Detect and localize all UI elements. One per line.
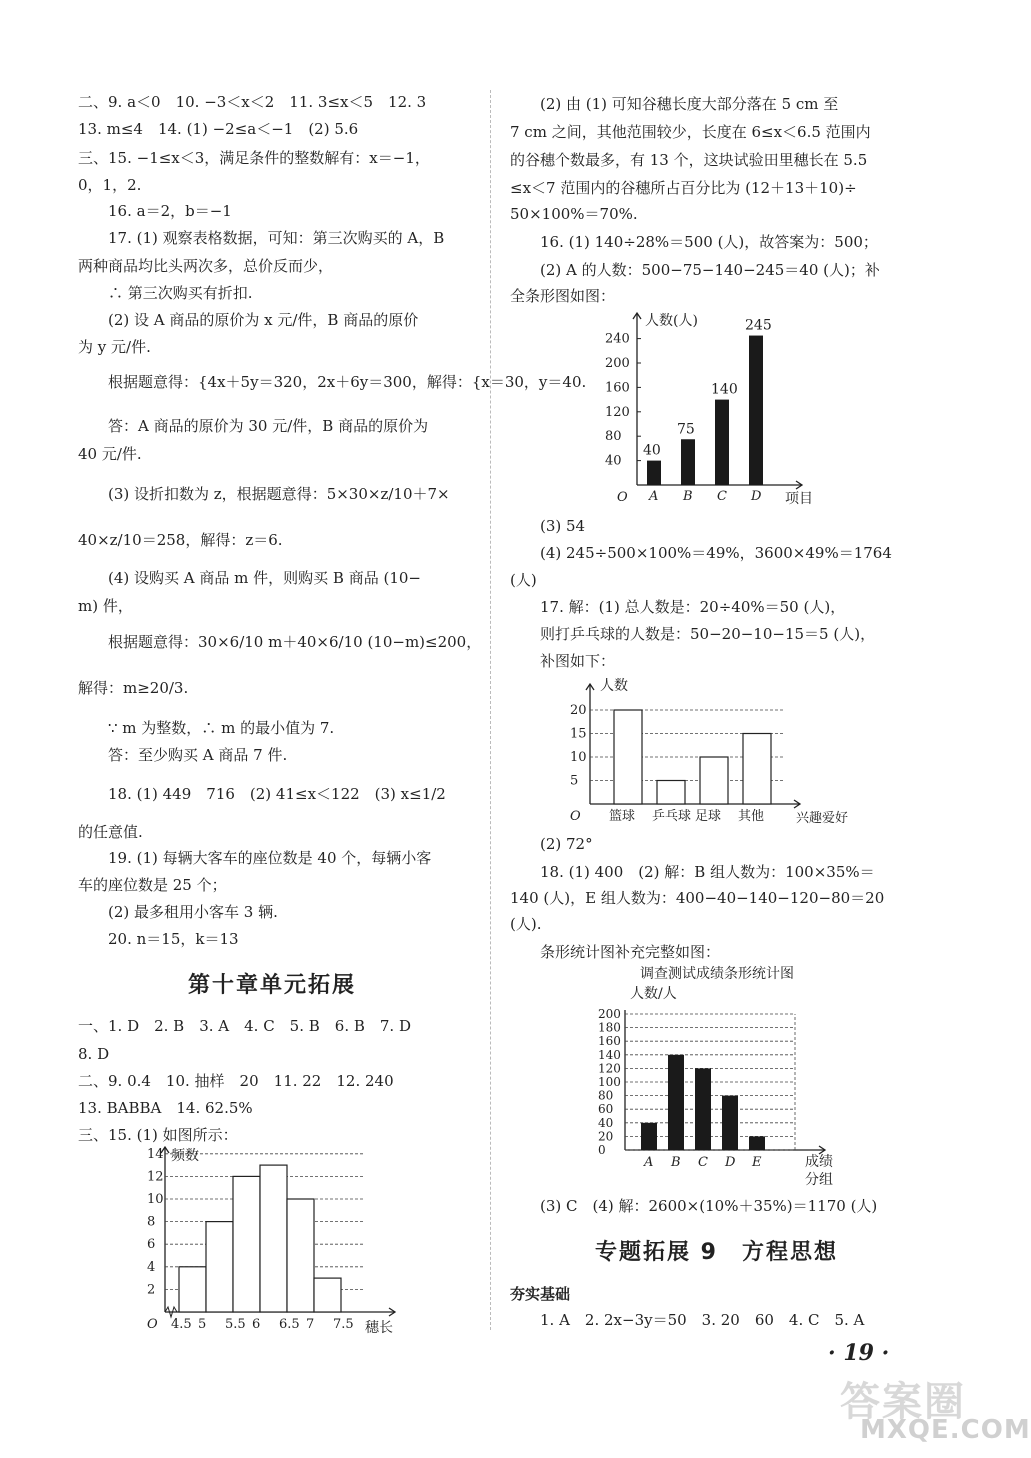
y-tick-label: 40 (598, 1115, 614, 1130)
bar (749, 336, 763, 485)
x-category-label: C (717, 489, 727, 504)
answer-line: 17. 解：(1) 总人数是：20÷40%＝50 (人)， (540, 598, 846, 616)
answer-line: 根据题意得：{4x＋5y＝320，2x＋6y＝300，解得：{x＝30，y＝40. (108, 373, 587, 391)
y-tick-label: 120 (605, 404, 630, 420)
answer-line: ∵ m 为整数，∴ m 的最小值为 7. (108, 719, 335, 737)
answer-line: 二、9. a＜0 10. −3＜x＜2 11. 3≤x＜5 12. 3 (78, 93, 427, 111)
bar-data-label: 40 (643, 442, 661, 459)
answer-line: 18. (1) 449 716 (2) 41≤x＜122 (3) x≤1/2 (108, 785, 446, 803)
histogram-bar (233, 1176, 260, 1312)
histogram-bar (314, 1278, 341, 1312)
answer-line: 17. (1) 观察表格数据，可知：第三次购买的 A，B (108, 229, 445, 247)
answer-line: 答：至少购买 A 商品 7 件. (108, 746, 288, 764)
section-subheading: 夯实基础 (510, 1285, 571, 1303)
y-tick-label: 4 (147, 1259, 156, 1275)
y-tick-label: 140 (598, 1047, 621, 1062)
y-tick-label: 6 (147, 1237, 156, 1253)
answer-line: (2) A 的人数：500−75−140−245＝40 (人)；补 (540, 261, 880, 279)
answer-line: 的谷穗个数最多，有 13 个，这块试验田里穗长在 5.5 (510, 151, 868, 169)
y-tick-label: 120 (598, 1061, 621, 1076)
y-tick-label: 14 (147, 1146, 164, 1162)
answer-line: 18. (1) 400 (2) 解：B 组人数为：100×35%＝ (540, 863, 875, 881)
x-category-label: 篮球 (609, 809, 636, 824)
answer-line: 解得：m≥20/3. (78, 679, 189, 697)
x-tick-label: 7 (306, 1317, 315, 1332)
x-axis-label: 成绩 (805, 1154, 833, 1170)
topic-heading: 专题拓展 9 方程思想 (595, 1240, 838, 1265)
origin-label: O (147, 1317, 158, 1332)
watermark-url: MXQE.COM (860, 1415, 1031, 1445)
answer-line: 答：A 商品的原价为 30 元/件，B 商品的原价为 (108, 417, 429, 435)
final-answers-line: 1. A 2. 2x−3y＝50 3. 20 60 4. C 5. A (540, 1311, 865, 1329)
answer-line: (4) 设购买 A 商品 m 件，则购买 B 商品 (10− (108, 569, 421, 587)
x-axis-label: 分组 (805, 1172, 833, 1188)
answer-line: 车的座位数是 25 个； (78, 876, 227, 894)
bar (695, 1068, 711, 1150)
y-axis-label: 频数 (171, 1148, 199, 1164)
bar-chart-hobbies (560, 670, 860, 830)
answer-line: 一、1. D 2. B 3. A 4. C 5. B 6. B 7. D (78, 1017, 411, 1035)
answer-line: ≤x＜7 范围内的谷穗所占百分比为 (12＋13＋10)÷ (510, 179, 857, 197)
y-axis-label: 人数(人) (645, 313, 698, 329)
origin-label: O (617, 490, 628, 505)
x-category-label: D (725, 1155, 736, 1170)
answer-line: 40 元/件. (78, 445, 142, 463)
chapter-heading: 第十章单元拓展 (188, 973, 357, 998)
answer-line: 0，1，2. (78, 176, 142, 194)
y-tick-label: 160 (605, 380, 630, 396)
x-category-label: D (751, 489, 762, 504)
y-tick-label: 200 (598, 1007, 621, 1021)
bar (668, 1055, 684, 1150)
answer-line: 16. a＝2，b＝−1 (108, 202, 232, 220)
answer-line: 二、9. 0.4 10. 抽样 20 11. 22 12. 240 (78, 1072, 394, 1090)
answer-line: (3) 设折扣数为 z，根据题意得：5×30×z/10＋7× (108, 485, 450, 503)
bar-chart-items (595, 305, 835, 515)
bar-data-label: 140 (711, 381, 738, 398)
bar (715, 400, 729, 485)
bar (722, 1096, 738, 1150)
answer-line: 19. (1) 每辆大客车的座位数是 40 个，每辆小客 (108, 849, 432, 867)
answer-line: (2) 最多租用小客车 3 辆. (108, 903, 278, 921)
y-axis-label: 人数/人 (630, 986, 677, 1002)
chart-title: 调查测试成绩条形统计图 (640, 966, 794, 982)
y-tick-label: 15 (570, 726, 587, 742)
answer-line: 16. (1) 140÷28%＝500 (人)，故答案为：500； (540, 233, 878, 251)
x-category-label: 其他 (738, 809, 765, 824)
answer-line: 三、15. (1) 如图所示： (78, 1126, 238, 1144)
y-tick-label: 80 (605, 429, 622, 445)
y-tick-label: 10 (570, 750, 587, 765)
y-tick-label: 20 (598, 1129, 614, 1144)
bar-data-label: 75 (677, 421, 695, 438)
bar (641, 1123, 657, 1150)
y-axis-label: 人数 (600, 678, 628, 694)
answer-line: (2) 72° (540, 835, 593, 853)
answer-line: (2) 设 A 商品的原价为 x 元/件，B 商品的原价 (108, 311, 419, 329)
y-tick-label: 12 (147, 1169, 164, 1185)
x-tick-label: 5 (198, 1317, 207, 1332)
y-tick-label: 80 (598, 1088, 614, 1103)
y-tick-label: 5 (570, 773, 579, 789)
answer-line: 为 y 元/件. (78, 338, 151, 356)
answer-line: 全条形图如图： (510, 287, 616, 305)
answer-line: 三、15. −1≤x＜3，满足条件的整数解有：x＝−1， (78, 149, 430, 167)
watermark-logo: 答案圈 (840, 1379, 966, 1425)
y-tick-label: 10 (147, 1192, 164, 1207)
answer-line: 则打乒乓球的人数是：50−20−10−15＝5 (人)， (540, 625, 876, 643)
answer-line: m) 件， (78, 597, 133, 615)
bar-chart-scores (575, 960, 835, 1190)
histogram-bar (287, 1199, 314, 1312)
answer-line: 20. n＝15，k＝13 (108, 930, 239, 948)
page-number: · 19 · (828, 1340, 890, 1366)
x-axis-label: 穗长 (365, 1320, 393, 1336)
histogram-chart (135, 1140, 405, 1335)
y-tick-label: 0 (598, 1143, 606, 1157)
answer-line: (2) 由 (1) 可知谷穗长度大部分落在 5 cm 至 (540, 95, 839, 113)
y-tick-label: 40 (605, 453, 622, 469)
y-tick-label: 20 (570, 703, 587, 718)
x-tick-label: 4.5 (171, 1317, 192, 1332)
answer-line: 根据题意得：30×6/10 m＋40×6/10 (10−m)≤200， (108, 633, 482, 651)
histogram-bar (179, 1267, 206, 1312)
column-divider (490, 90, 491, 1330)
y-tick-label: 100 (598, 1075, 621, 1089)
y-tick-label: 160 (598, 1034, 621, 1049)
bar (681, 439, 695, 485)
bar (743, 734, 771, 805)
y-tick-label: 200 (605, 356, 630, 371)
y-tick-label: 180 (598, 1020, 621, 1035)
x-category-label: A (649, 489, 659, 504)
x-category-label: B (671, 1155, 681, 1170)
bar (749, 1136, 765, 1150)
y-tick-label: 2 (147, 1282, 156, 1298)
bar (614, 710, 642, 804)
answer-line: 两种商品均比头两次多，总价反而少， (78, 257, 334, 275)
answer-line: 13. m≤4 14. (1) −2≤a＜−1 (2) 5.6 (78, 120, 359, 138)
answer-line: 50×100%＝70%. (510, 205, 638, 223)
bar (700, 757, 728, 804)
x-tick-label: 6.5 (279, 1317, 300, 1332)
answer-line: 40×z/10＝258，解得：z＝6. (78, 531, 283, 549)
histogram-bar (206, 1222, 233, 1312)
x-category-label: A (644, 1155, 654, 1170)
x-category-label: B (683, 489, 693, 504)
answer-line: (人). (510, 915, 542, 933)
answer-line: 8. D (78, 1045, 110, 1063)
x-category-label: 乒乓球 (652, 809, 692, 824)
answer-line: 补图如下： (540, 652, 616, 670)
answer-line: 的任意值. (78, 823, 143, 841)
answer-line: (3) 54 (540, 517, 586, 535)
answer-line: (3) C (4) 解：2600×(10%＋35%)＝1170 (人) (540, 1197, 878, 1215)
x-axis-label: 兴趣爱好 (796, 811, 849, 826)
bar (657, 781, 685, 805)
x-category-label: E (752, 1155, 762, 1170)
x-tick-label: 5.5 (225, 1317, 246, 1332)
x-category-label: C (698, 1155, 708, 1170)
x-category-label: 足球 (695, 809, 722, 824)
answer-line: ∴ 第三次购买有折扣. (108, 284, 253, 302)
answer-line: 140 (人)，E 组人数为：400−40−140−120−80＝20 (510, 889, 885, 907)
bar (647, 461, 661, 485)
answer-line: 13. BABBA 14. 62.5% (78, 1099, 253, 1117)
y-tick-label: 8 (147, 1214, 156, 1230)
histogram-bar (260, 1165, 287, 1312)
answer-line: (人) (510, 571, 537, 589)
answer-line: (4) 245÷500×100%＝49%，3600×49%＝1764 (540, 544, 892, 562)
x-axis-label: 项目 (785, 491, 813, 507)
answer-line: 7 cm 之间，其他范围较少，长度在 6≤x＜6.5 范围内 (510, 123, 871, 141)
x-tick-label: 6 (252, 1317, 261, 1332)
answer-line: 条形统计图补充完整如图： (540, 943, 721, 961)
x-tick-label: 7.5 (333, 1317, 354, 1332)
y-tick-label: 60 (598, 1102, 614, 1117)
y-tick-label: 240 (605, 331, 630, 347)
bar-data-label: 245 (745, 317, 772, 334)
origin-label: O (570, 809, 581, 824)
